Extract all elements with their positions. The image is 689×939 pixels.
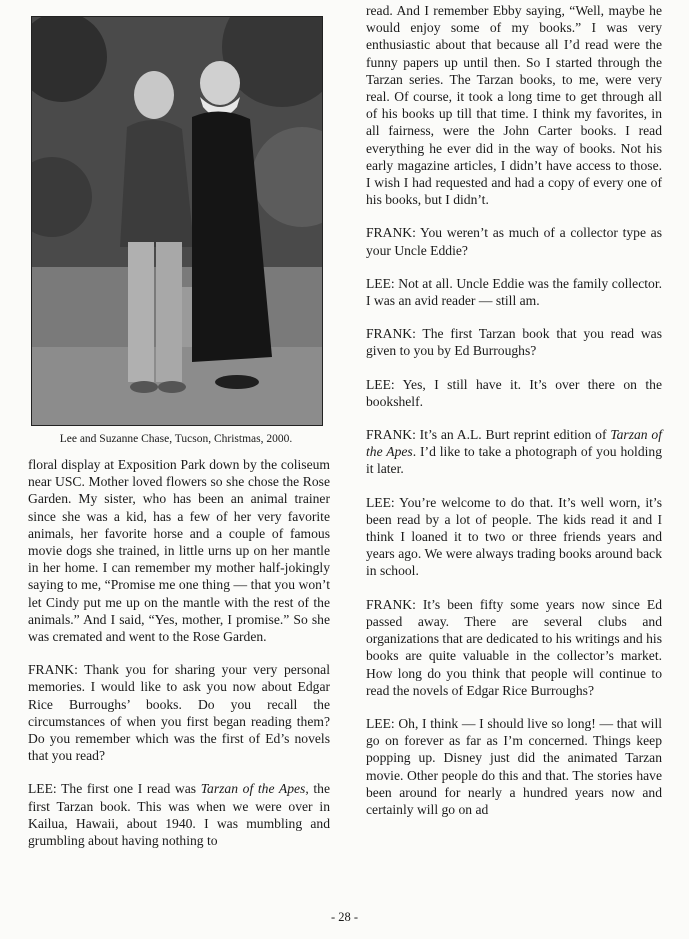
paragraph: FRANK: You weren’t as much of a collector type as your Uncle Eddie? [366,225,662,258]
paragraph: floral display at Exposition Park down by the coliseum near USC. Mother loved flowers so she chose the Rose Garden. My sister, who has been an animal trainer since she was a kid, has a few of her very favorite animals, her favorite horse and a couple of famous movie dogs she trained, in little urns up on her mantle in her home. I can remember my mother half-jokingly saying to me, “Promise me one thing — that you won’t let Cindy put me up on the mantle with the rest of the animals.” And I said, “Yes, mother, I promise.” So she was cremated and went to the Rose Garden. [28,457,330,645]
book-title: Tarzan of the Apes [200,781,306,797]
left-column [28,456,330,865]
page-number: - 28 - [330,910,359,924]
paragraph: FRANK: The first Tarzan book that you read was given to you by Ed Burroughs? [366,326,662,359]
book-title: Tarzan of the Apes [366,427,662,460]
paragraph: FRANK: It’s been fifty some years now since Ed passed away. There are several clubs and organizations that are dedicated to his writings and his books are quite valuable in the collector’s market. How long do you think that people will continue to read the novels of Edgar Rice Burroughs? [366,596,662,698]
paragraph: LEE: Yes, I still have it. It’s over there on the bookshelf. [366,376,662,409]
photo-illustration [32,17,322,425]
paragraph: LEE: Not at all. Uncle Eddie was the family collector. I was an avid reader — still am. [366,275,662,309]
paragraph: LEE: You’re welcome to do that. It’s well worn, it’s been read by a lot of people. The kids read it and I think I loaned it to two or three friends years and years ago. We were always trading books around back in school. [366,494,662,579]
right-column [366,2,662,834]
photo-figure [31,16,321,446]
paragraph: read. And I remember Ebby saying, “Well, maybe he would enjoy some of my books.” I was very enthusiastic about that because all I’d read were the funny papers up until then. So I started through the Tarzan series. The Tarzan books, to me, were very real. Of course, it took a long time to get through all of his books up till that time. I think my favorites, in all fairness, were the John Carter books. I read everything he ever did in the way of books. Not his early magazine articles, I didn’t have access to those. I wish I had requested and had a copy of every one of his books, but I didn’t. [366,3,662,208]
paragraph: LEE: Oh, I think — I should live so long! — that will go on forever as far as I’m concerned. Things keep popping up. Disney just did the animated Tarzan movie. Other people do this and that. The stories have been around for nearly a hundred years now and certainly will go on ad [366,715,662,817]
paragraph: LEE: The first one I read was Tarzan of the Apes, the first Tarzan book. This was when we were over in Kailua, Hawaii, about 1940. I was mumbling and grumbling about having nothing to [28,781,331,849]
paragraph: FRANK: Thank you for sharing your very personal memories. I would like to ask you now about Edgar Rice Burroughs’ books. Do you recall the circumstances of when you first began reading them? Do you remember which was the first of Ed’s novels that you read? [28,662,330,764]
paragraph: FRANK: It’s an A.L. Burt reprint edition of Tarzan of the Apes. I’d like to take a photograph of you holding it later. [366,427,662,477]
photo-caption: Lee and Suzanne Chase, Tucson, Christmas, 2000. [59,433,293,445]
photo [31,16,323,426]
